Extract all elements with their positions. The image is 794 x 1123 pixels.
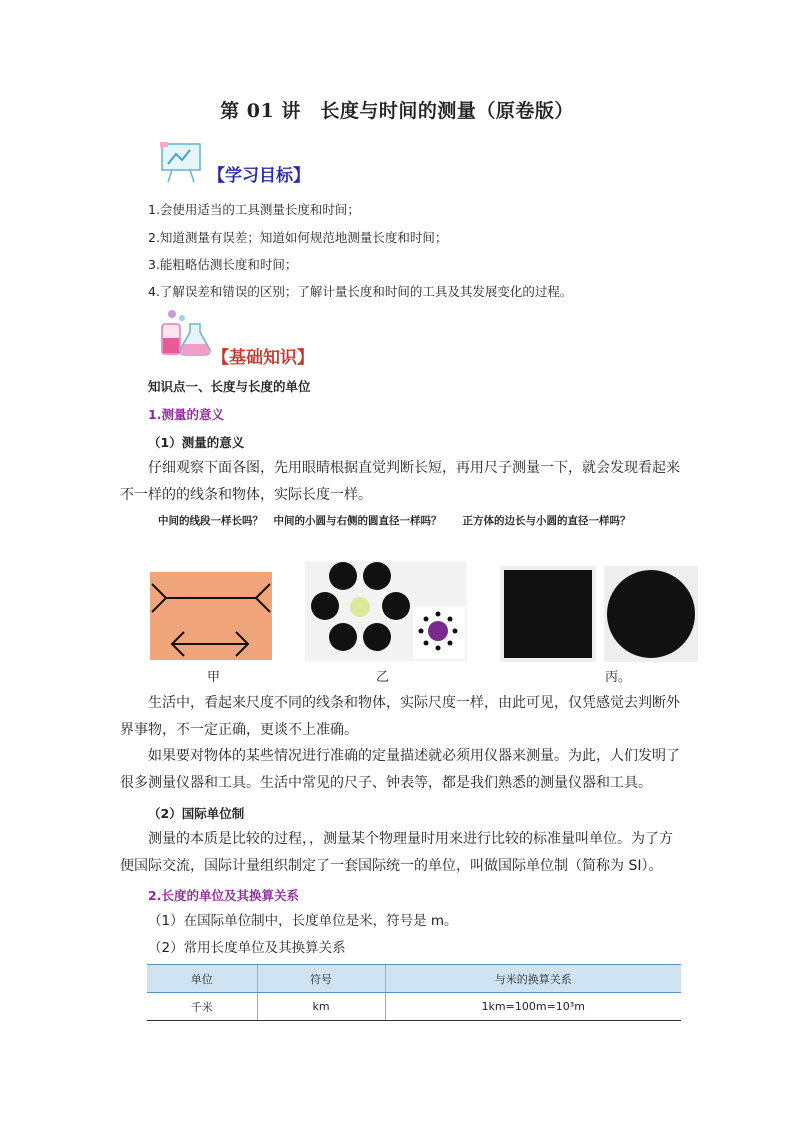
paragraph: 生活中，看起来尺度不同的线条和物体，实际尺度一样，由此可见，仅凭感觉去判断外界事物，不一定正确，更谈不上准确。 xyxy=(120,695,680,738)
paragraph: （1）在国际单位制中，长度单位是米，符号是 m。 xyxy=(148,913,458,929)
paragraph: 仔细观察下面各图，先用眼睛根据直觉判断长短，再用尺子测量一下，就会发现看起来不一样的的线条和物体，实际长度一样。 xyxy=(120,460,680,503)
goal-item: 1.会使用适当的工具测量长度和时间； xyxy=(148,202,360,217)
table-cell: 1km=100m=10³m xyxy=(385,993,681,1021)
goals-header: 【学习目标】 xyxy=(208,166,310,186)
goal-item: 2.知道测量有误差；知道如何规范地测量长度和时间； xyxy=(148,230,448,245)
illusion-figure-c xyxy=(500,566,698,662)
table-row xyxy=(147,993,681,1021)
table-header-row xyxy=(147,965,681,993)
flask-icon xyxy=(158,308,214,358)
illusion-figure-a xyxy=(150,572,272,662)
goal-item: 3.能粗略估测长度和时间； xyxy=(148,257,298,272)
illusion-questions: 中间的线段一样长吗？ 中间的小圆与右侧的圆直径一样吗？ 正方体的边长与小圆的直径一样吗？ xyxy=(158,515,631,527)
table-header: 符号 xyxy=(257,965,385,993)
page-title: 第 01 讲 长度与时间的测量（原卷版） xyxy=(220,100,574,122)
goal-item: 4.了解误差和错误的区别；了解计量长度和时间的工具及其发展变化的过程。 xyxy=(148,284,573,299)
figure-caption-c: 丙。 xyxy=(605,670,632,685)
subsection-heading: （2）国际单位制 xyxy=(148,806,245,821)
paragraph: 如果要对物体的某些情况进行准确的定量描述就必须用仪器来测量。为此，人们发明了很多测量仪器和工具。生活中常见的尺子、钟表等，都是我们熟悉的测量仪器和工具。 xyxy=(120,748,680,791)
paragraph: （2）常用长度单位及其换算关系 xyxy=(148,940,346,956)
section-heading: 1.测量的意义 xyxy=(148,407,224,422)
table-header: 单位 xyxy=(147,965,257,993)
table-header: 与米的换算关系 xyxy=(385,965,681,993)
figure-caption-b: 乙 xyxy=(376,670,390,685)
figure-caption-a: 甲 xyxy=(207,670,221,685)
basics-header: 【基础知识】 xyxy=(212,348,314,368)
table-cell: 千米 xyxy=(147,993,257,1021)
length-units-table xyxy=(147,964,681,1021)
easel-icon xyxy=(158,140,208,184)
subsection-heading: （1）测量的意义 xyxy=(148,435,245,450)
knowledge-point-heading: 知识点一、长度与长度的单位 xyxy=(148,379,311,394)
paragraph: 测量的本质是比较的过程，，测量某个物理量时用来进行比较的标准量叫单位。为了方便国际交流，国际计量组织制定了一套国际统一的单位，叫做国际单位制（简称为 SI）。 xyxy=(120,831,673,874)
section-heading: 2.长度的单位及其换算关系 xyxy=(148,888,299,903)
table-cell: km xyxy=(257,993,385,1021)
illusion-figure-b xyxy=(305,561,467,661)
